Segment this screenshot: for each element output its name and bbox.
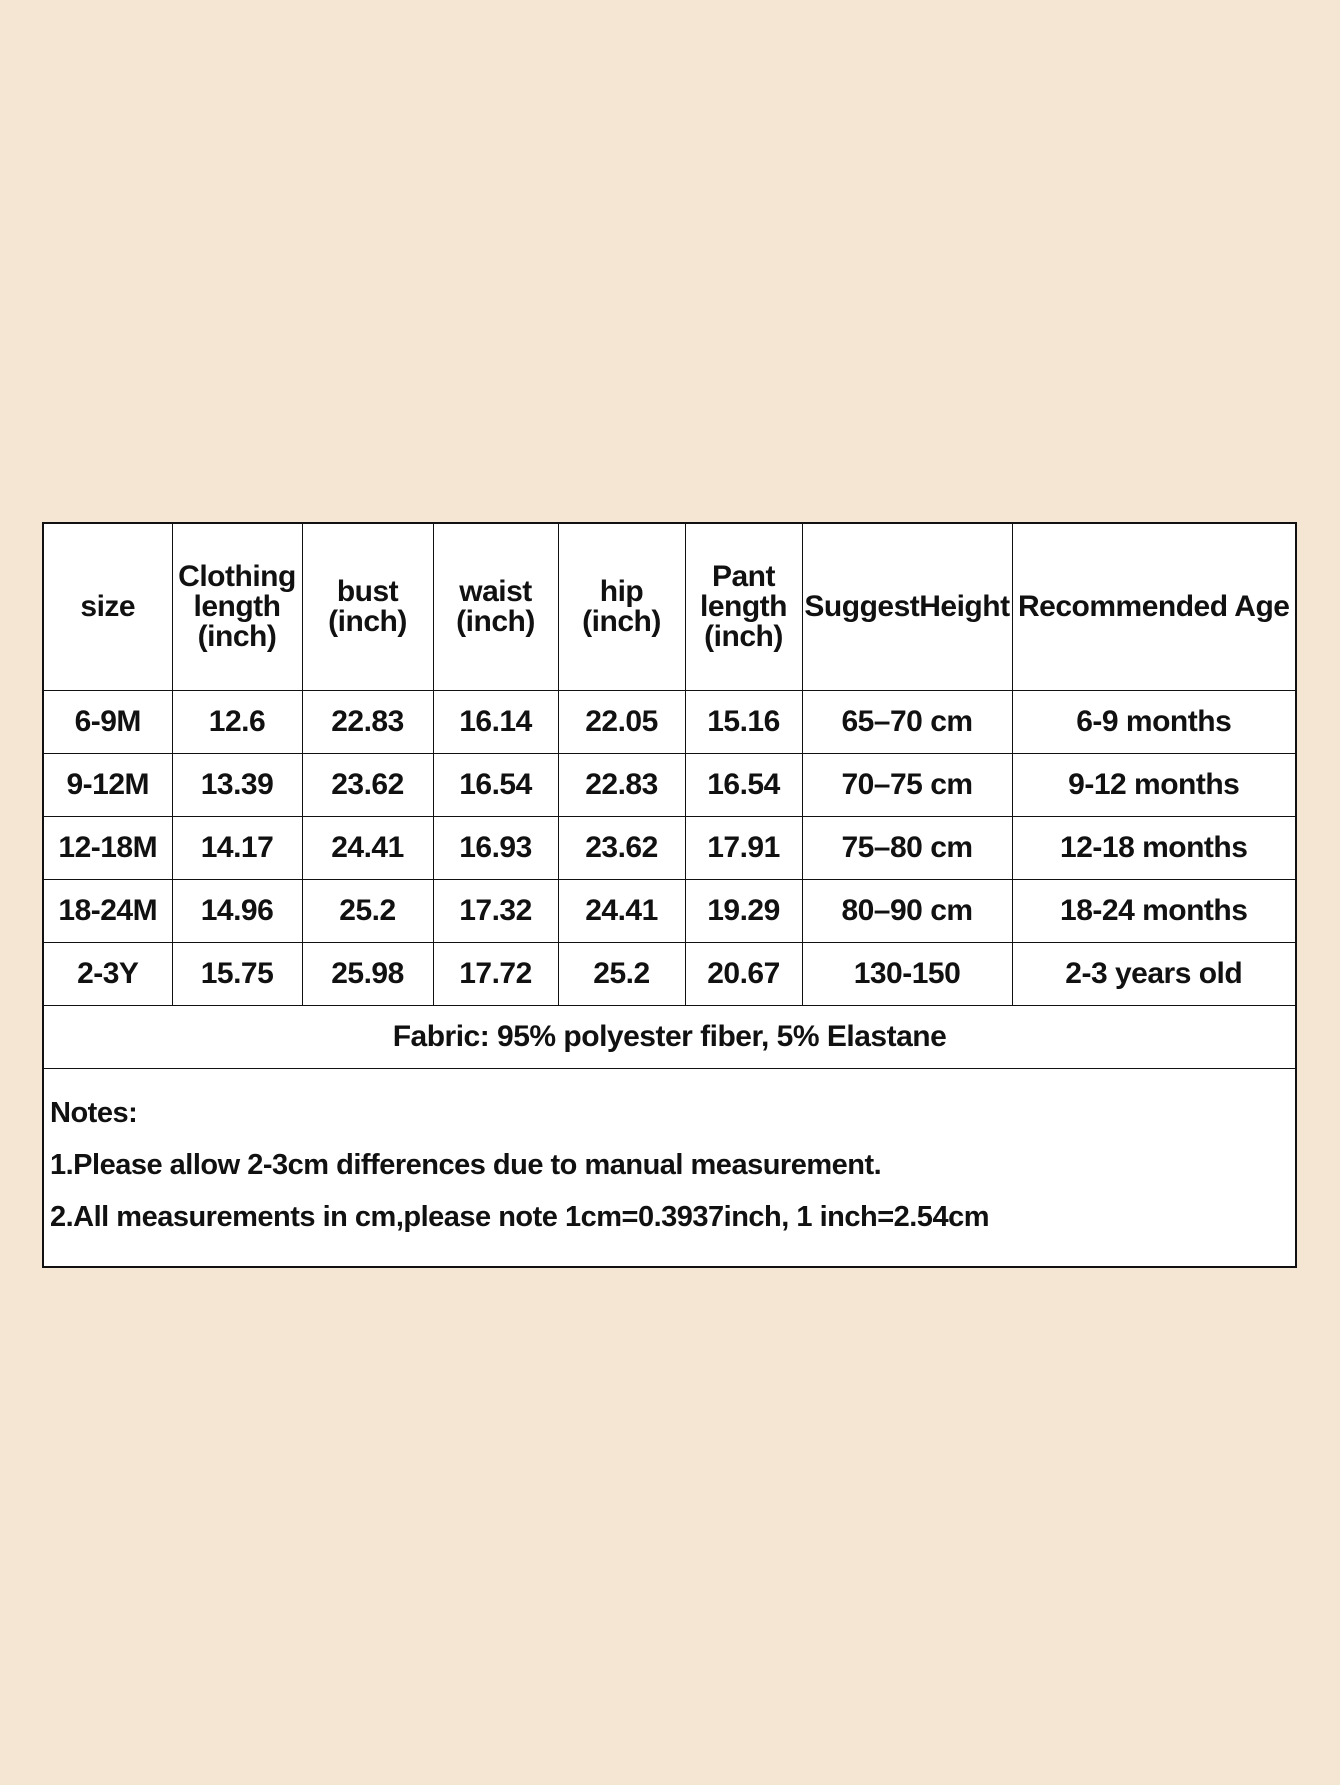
column-header-suggest-height bbox=[802, 524, 1012, 691]
table-cell-clothing-length: 14.96 bbox=[172, 880, 302, 943]
column-header-line: hip bbox=[599, 575, 644, 608]
table-cell-hip: 25.2 bbox=[558, 943, 685, 1006]
table-cell-size: 9-12M bbox=[44, 754, 172, 817]
table-cell-recommended-age: 2-3 years old bbox=[1012, 943, 1295, 1006]
table-cell-pant-length: 20.67 bbox=[685, 943, 802, 1006]
notes-row bbox=[44, 1069, 1295, 1266]
table-row bbox=[44, 754, 1295, 817]
column-header-size bbox=[44, 524, 172, 691]
table-cell-waist: 17.72 bbox=[433, 943, 558, 1006]
column-header-line: size bbox=[80, 590, 136, 623]
table-cell-size: 12-18M bbox=[44, 817, 172, 880]
table-cell-pant-length: 17.91 bbox=[685, 817, 802, 880]
table-cell-pant-length: 19.29 bbox=[685, 880, 802, 943]
column-header-line: length bbox=[193, 590, 281, 623]
table-cell-size: 6-9M bbox=[44, 691, 172, 754]
table-cell-waist: 16.14 bbox=[433, 691, 558, 754]
table-cell-recommended-age: 18-24 months bbox=[1012, 880, 1295, 943]
table-cell-pant-length: 15.16 bbox=[685, 691, 802, 754]
table-cell-hip: 24.41 bbox=[558, 880, 685, 943]
table-row bbox=[44, 691, 1295, 754]
table-cell-bust: 25.98 bbox=[302, 943, 433, 1006]
table-cell-size: 2-3Y bbox=[44, 943, 172, 1006]
table-cell-bust: 22.83 bbox=[302, 691, 433, 754]
table-cell-recommended-age: 9-12 months bbox=[1012, 754, 1295, 817]
column-header-clothing-length bbox=[172, 524, 302, 691]
table-cell-recommended-age: 12-18 months bbox=[1012, 817, 1295, 880]
fabric-text: Fabric: 95% polyester fiber, 5% Elastane bbox=[44, 1006, 1295, 1069]
column-header-hip bbox=[558, 524, 685, 691]
table-cell-suggest-height: 75–80 cm bbox=[802, 817, 1012, 880]
table-cell-clothing-length: 15.75 bbox=[172, 943, 302, 1006]
table-cell-waist: 16.93 bbox=[433, 817, 558, 880]
table-cell-hip: 22.83 bbox=[558, 754, 685, 817]
table-header-row bbox=[44, 524, 1295, 691]
table-cell-bust: 25.2 bbox=[302, 880, 433, 943]
table-cell-pant-length: 16.54 bbox=[685, 754, 802, 817]
column-header-line: Clothing bbox=[178, 560, 296, 593]
column-header-line: waist bbox=[459, 575, 532, 608]
table-cell-suggest-height: 130-150 bbox=[802, 943, 1012, 1006]
table-cell-recommended-age: 6-9 months bbox=[1012, 691, 1295, 754]
table-cell-suggest-height: 70–75 cm bbox=[802, 754, 1012, 817]
fabric-row bbox=[44, 1006, 1295, 1069]
note-line-2: 2.All measurements in cm,please note 1cm=0.3937inch, 1 inch=2.54cm bbox=[50, 1201, 989, 1234]
notes-section bbox=[44, 1069, 1295, 1266]
column-header-line: length bbox=[700, 590, 787, 623]
column-header-recommended-age bbox=[1012, 524, 1295, 691]
column-header-bust bbox=[302, 524, 433, 691]
table-cell-suggest-height: 65–70 cm bbox=[802, 691, 1012, 754]
table-cell-waist: 17.32 bbox=[433, 880, 558, 943]
table-row bbox=[44, 880, 1295, 943]
note-line-1: 1.Please allow 2-3cm differences due to manual measurement. bbox=[50, 1149, 882, 1182]
column-header-pant-length bbox=[685, 524, 802, 691]
column-header-waist bbox=[433, 524, 558, 691]
size-table bbox=[44, 524, 1295, 1266]
size-chart bbox=[42, 522, 1297, 1268]
column-header-line: (inch) bbox=[704, 620, 783, 653]
table-row bbox=[44, 817, 1295, 880]
column-header-line: Pant bbox=[711, 560, 775, 593]
table-cell-hip: 23.62 bbox=[558, 817, 685, 880]
column-header-line: Recommended Age bbox=[1018, 590, 1290, 623]
column-header-line: SuggestHeight bbox=[804, 590, 1010, 623]
column-header-line: (inch) bbox=[328, 605, 407, 638]
table-row bbox=[44, 943, 1295, 1006]
table-cell-clothing-length: 12.6 bbox=[172, 691, 302, 754]
table-cell-size: 18-24M bbox=[44, 880, 172, 943]
table-cell-bust: 23.62 bbox=[302, 754, 433, 817]
column-header-line: (inch) bbox=[456, 605, 535, 638]
table-cell-clothing-length: 13.39 bbox=[172, 754, 302, 817]
column-header-line: bust bbox=[336, 575, 399, 608]
table-cell-clothing-length: 14.17 bbox=[172, 817, 302, 880]
table-cell-waist: 16.54 bbox=[433, 754, 558, 817]
notes-title: Notes: bbox=[50, 1097, 138, 1129]
column-header-line: (inch) bbox=[582, 605, 661, 638]
table-cell-bust: 24.41 bbox=[302, 817, 433, 880]
column-header-line: (inch) bbox=[197, 620, 277, 653]
table-cell-suggest-height: 80–90 cm bbox=[802, 880, 1012, 943]
table-cell-hip: 22.05 bbox=[558, 691, 685, 754]
